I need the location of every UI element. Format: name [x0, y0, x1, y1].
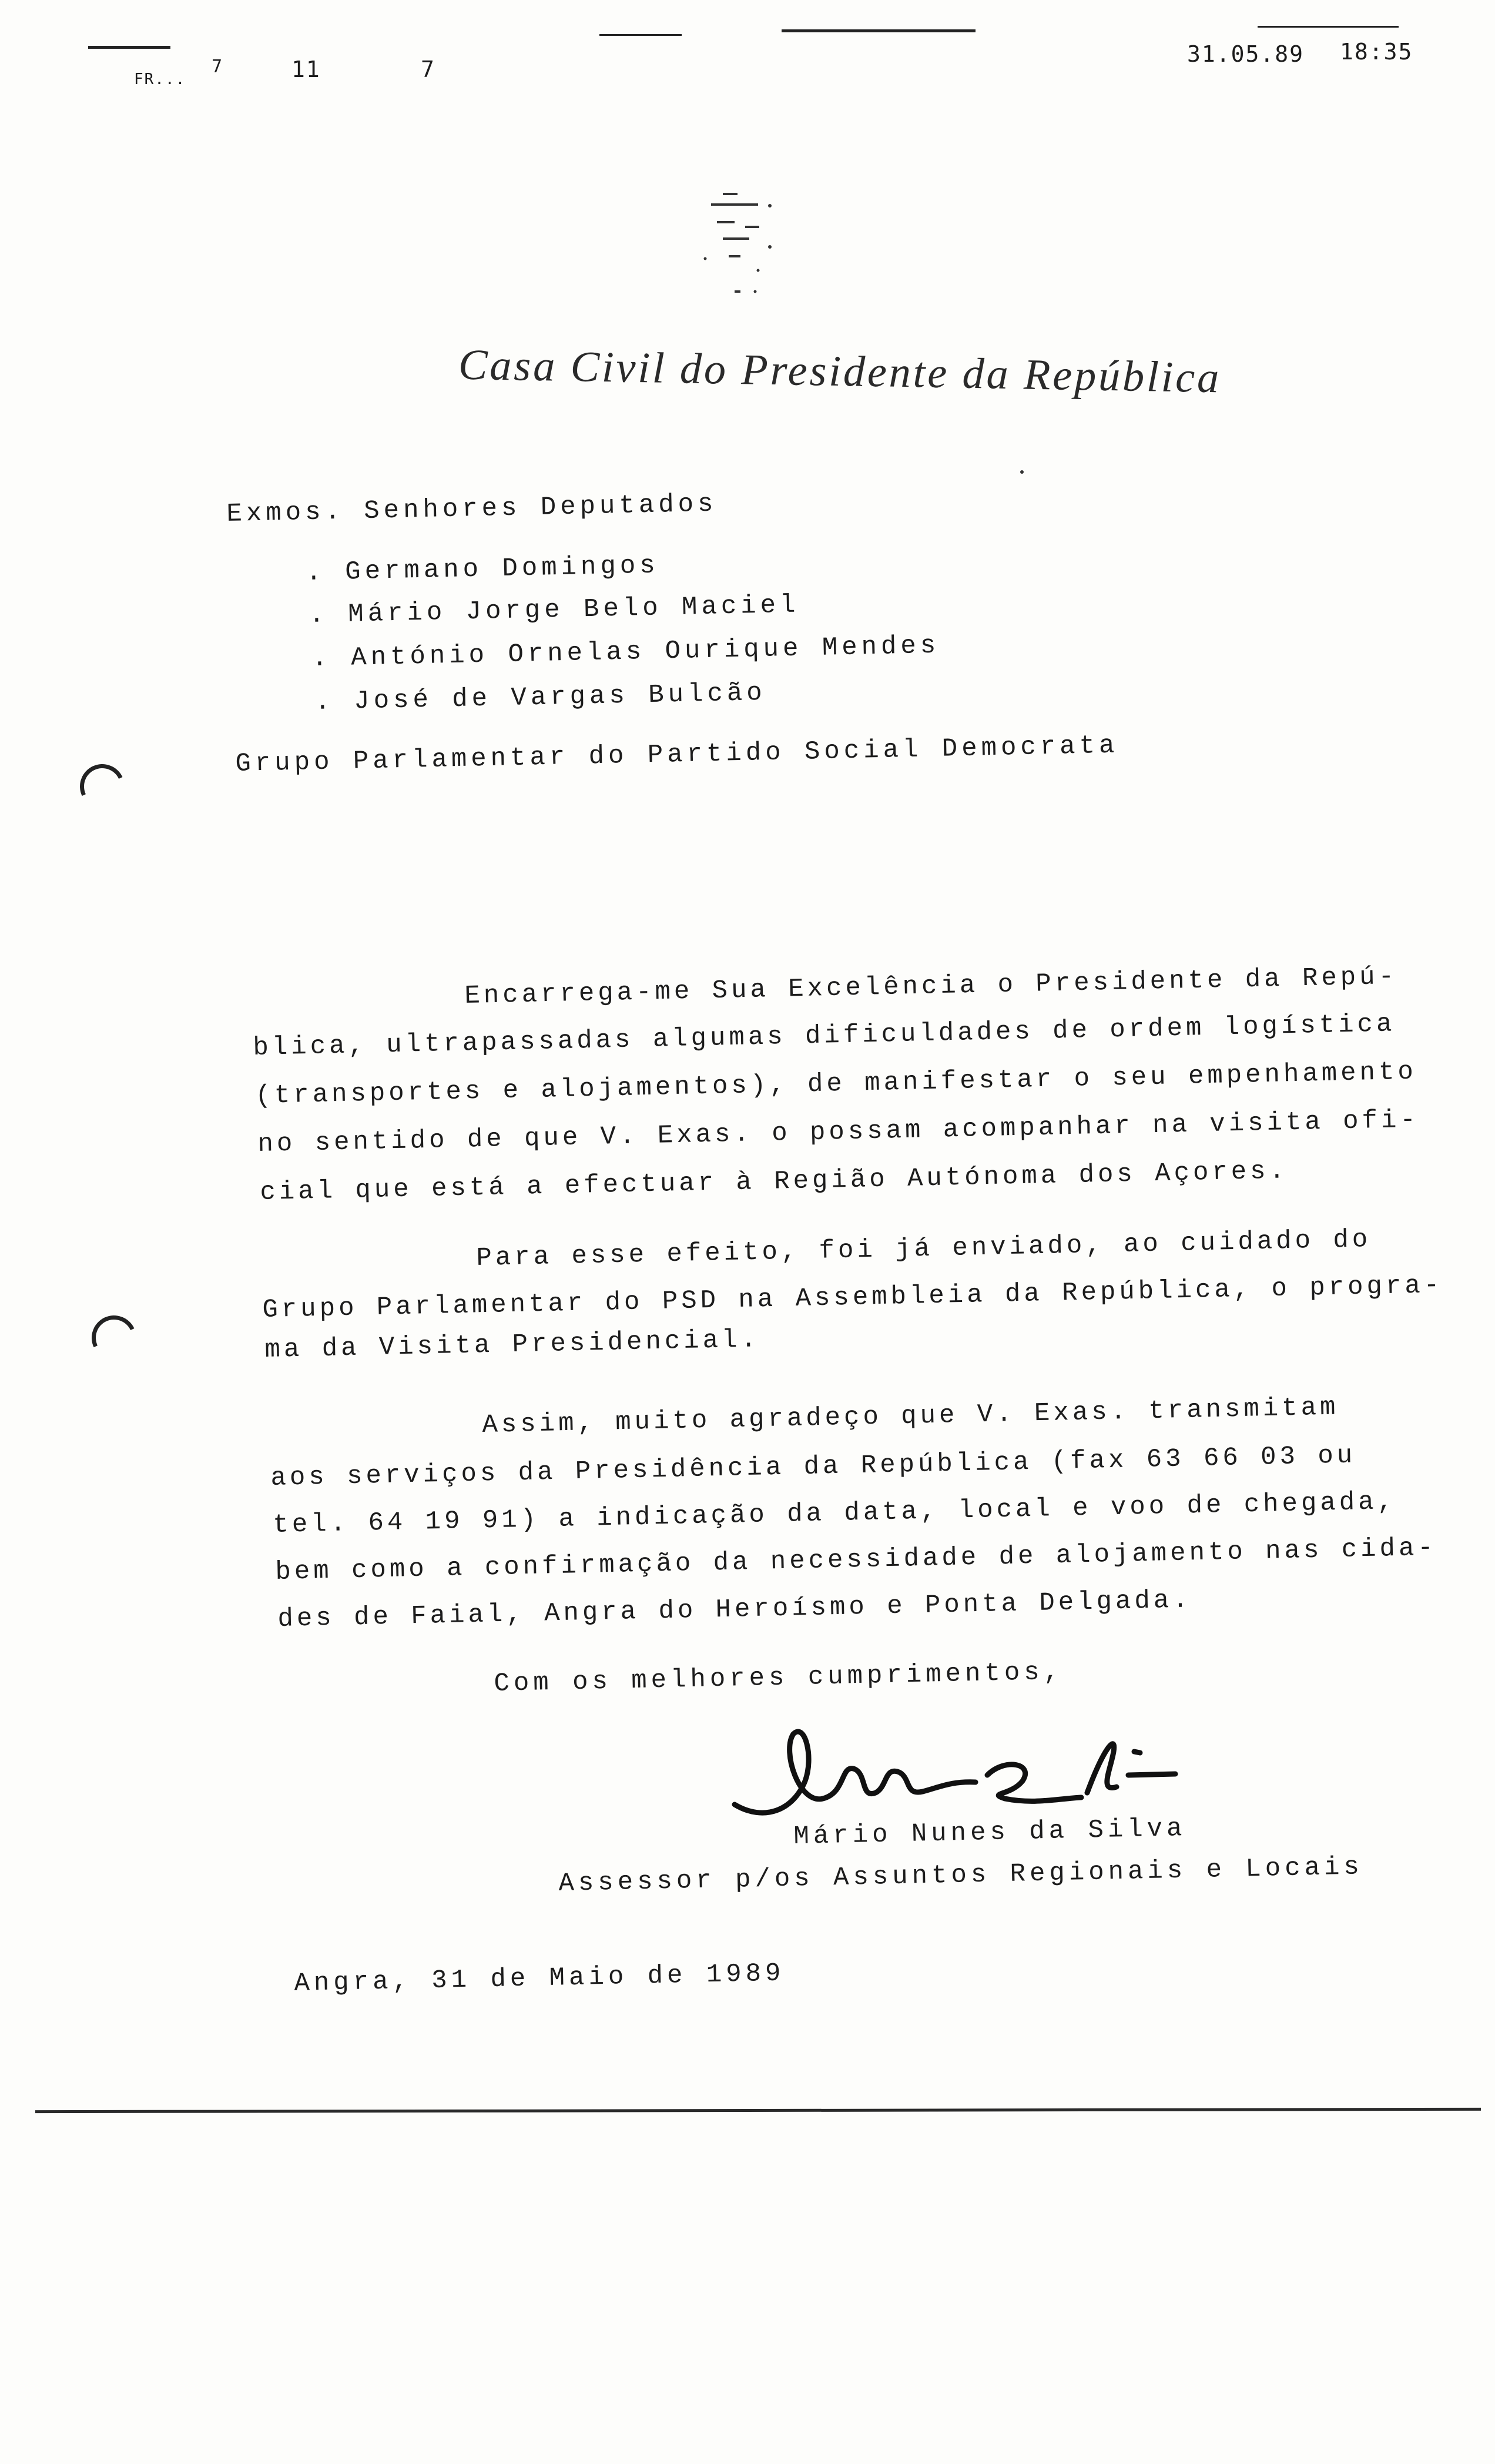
- signatory-name: Mário Nunes da Silva: [793, 1814, 1186, 1852]
- fax-header-code: FR...: [134, 71, 186, 88]
- paragraph-line: cial que está a efectuar à Região Autónoma dos Açores.: [260, 1156, 1289, 1207]
- punch-hole: [85, 1309, 142, 1366]
- paragraph-line: aos serviços da Presidência da República (fax 63 66 03 ou: [270, 1441, 1356, 1493]
- paragraph-line: no sentido de que V. Exas. o possam acompanhar na visita ofi-: [257, 1105, 1420, 1159]
- paragraph-line: Grupo Parlamentar do PSD na Assembleia da República, o progra-: [262, 1270, 1443, 1325]
- coat-of-arms-emblem: [693, 176, 799, 306]
- letterhead-title: Casa Civil do Presidente da República: [458, 340, 1222, 403]
- place-date: Angra, 31 de Maio de 1989: [294, 1959, 785, 1998]
- fax-header-time: 18:35: [1340, 39, 1413, 65]
- closing-salutation: Com os melhores cumprimentos,: [494, 1657, 1064, 1699]
- paragraph-line: des de Faial, Angra do Heroísmo e Ponta Delgada.: [277, 1585, 1192, 1634]
- fax-header-number: 7: [421, 56, 435, 82]
- scan-speck: [1020, 470, 1024, 474]
- fax-header-date: 31.05.89: [1187, 41, 1305, 67]
- salutation: Exmos. Senhores Deputados: [226, 489, 718, 529]
- paragraph-line: (transportes e alojamentos), de manifestar o seu empenhamento: [255, 1057, 1417, 1111]
- paragraph-line: blica, ultrapassadas algumas dificuldades de ordem logística: [253, 1009, 1396, 1063]
- fax-header-rule: [1258, 26, 1399, 28]
- fax-header-number: 7: [212, 56, 224, 77]
- signatory-title: Assessor p/os Assuntos Regionais e Locais: [558, 1852, 1364, 1899]
- fax-header-number: 11: [291, 56, 321, 82]
- addressee-name: . António Ornelas Ourique Mendes: [311, 631, 940, 674]
- paragraph-line: tel. 64 19 91) a indicação da data, local e voo de chegada,: [273, 1487, 1397, 1540]
- addressee-name: . José de Vargas Bulcão: [314, 678, 767, 717]
- punch-hole: [73, 758, 130, 815]
- paragraph-line: Encarrega-me Sua Excelência o Presidente da Repú-: [464, 962, 1398, 1011]
- paragraph-line: ma da Visita Presidencial.: [264, 1325, 760, 1365]
- paragraph-line: Assim, muito agradeço que V. Exas. transmitam: [482, 1392, 1339, 1440]
- paragraph-line: Para esse efeito, foi já enviado, ao cuidado do: [476, 1225, 1372, 1273]
- paragraph-line: bem como a confirmação da necessidade de alojamento nas cida-: [275, 1533, 1437, 1587]
- addressee-name: . Germano Domingos: [306, 551, 660, 588]
- fax-bottom-rule: [35, 2108, 1481, 2113]
- parliamentary-group: Grupo Parlamentar do Partido Social Democrata: [235, 731, 1119, 779]
- fax-header-rule: [782, 29, 976, 32]
- fax-header-rule: [88, 46, 170, 49]
- addressee-name: . Mário Jorge Belo Maciel: [309, 590, 800, 630]
- fax-header-rule: [599, 34, 682, 36]
